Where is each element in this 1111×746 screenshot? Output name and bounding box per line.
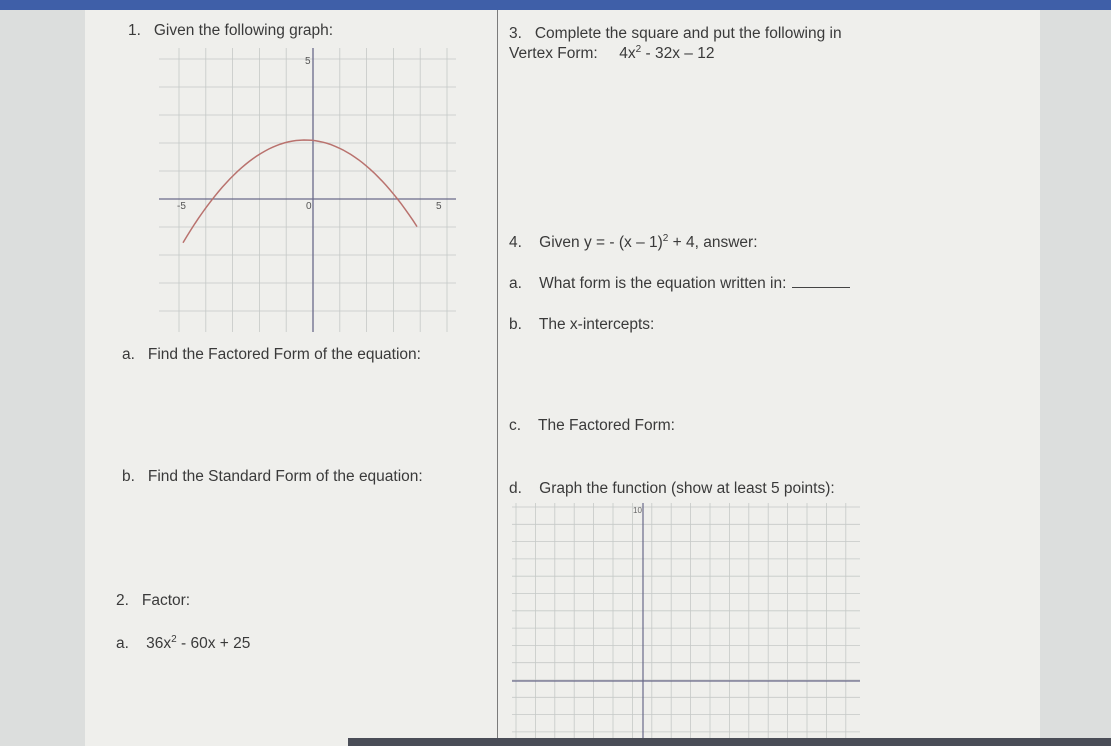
q3-line2 (509, 44, 714, 63)
window-top-bar (0, 0, 1111, 10)
q4-prompt-exp: 2 (662, 233, 669, 244)
q4-prompt-post: + 4, answer: (668, 234, 758, 252)
q1-heading (128, 22, 333, 40)
q4-heading (509, 233, 758, 252)
q1-part-b-text: Find the Standard Form of the equation: (147, 468, 423, 485)
q4-part-c (509, 417, 675, 435)
blank-grid-lines (512, 503, 860, 738)
q1-part-a (122, 346, 421, 364)
q1-prompt: Given the following graph: (153, 22, 334, 39)
q4-part-c-text: The Factored Form: (538, 417, 675, 434)
q1-part-a-letter: a. (122, 346, 135, 363)
q3-line1-text: Complete the square and put the following in (534, 25, 842, 42)
q3-expr-rest: - 32x – 12 (641, 45, 715, 63)
q3-expr-exp: 2 (635, 44, 642, 55)
q4-part-b (509, 316, 654, 334)
q2-expr-exp: 2 (171, 634, 177, 645)
q4-prompt-pre: Given y = - (x – 1) (539, 234, 663, 252)
graph-grid (159, 48, 456, 332)
taskbar-strip (348, 738, 1111, 746)
q2-expr-rest: - 60x + 25 (176, 635, 251, 653)
q4-part-d-letter: d. (509, 480, 522, 497)
q2-number: 2. (116, 592, 129, 609)
column-divider (497, 10, 498, 746)
q4-blank-graph-grid (512, 503, 860, 738)
q1-part-b-letter: b. (122, 468, 135, 485)
q2-prompt: Factor: (141, 592, 191, 609)
q3-vertex-form-label: Vertex Form: (509, 45, 598, 63)
tick-label-origin: 0 (306, 201, 312, 212)
q1-part-a-text: Find the Factored Form of the equation: (147, 346, 421, 363)
blank-grid-top-label: 10 (633, 506, 642, 515)
q3-line1 (509, 25, 842, 43)
q4-part-a-text: What form is the equation written in: (539, 275, 787, 292)
q3-expr-base: 4x (619, 45, 636, 63)
q2-heading (116, 592, 190, 610)
q4-part-b-text: The x-intercepts: (538, 316, 655, 333)
q1-parabola-graph (155, 46, 460, 336)
tick-label-x-5: 5 (436, 201, 442, 212)
q4-part-b-letter: b. (509, 316, 522, 333)
q4-number: 4. (509, 234, 522, 252)
q1-number: 1. (128, 22, 141, 39)
tick-label-x-neg5: -5 (177, 201, 186, 212)
q3-number: 3. (509, 25, 522, 42)
q2-part-a (116, 634, 250, 653)
q2-expr-base: 36x (146, 635, 172, 653)
q1-part-b (122, 468, 423, 486)
answer-blank-line[interactable] (792, 275, 850, 288)
tick-label-y-5: 5 (305, 56, 311, 67)
q4-part-d (509, 480, 835, 498)
q4-part-c-letter: c. (509, 417, 522, 434)
q4-part-a (509, 275, 850, 293)
q2-part-a-letter: a. (116, 635, 129, 653)
q4-part-d-text: Graph the function (show at least 5 points): (539, 480, 835, 497)
q4-part-a-letter: a. (509, 275, 522, 292)
